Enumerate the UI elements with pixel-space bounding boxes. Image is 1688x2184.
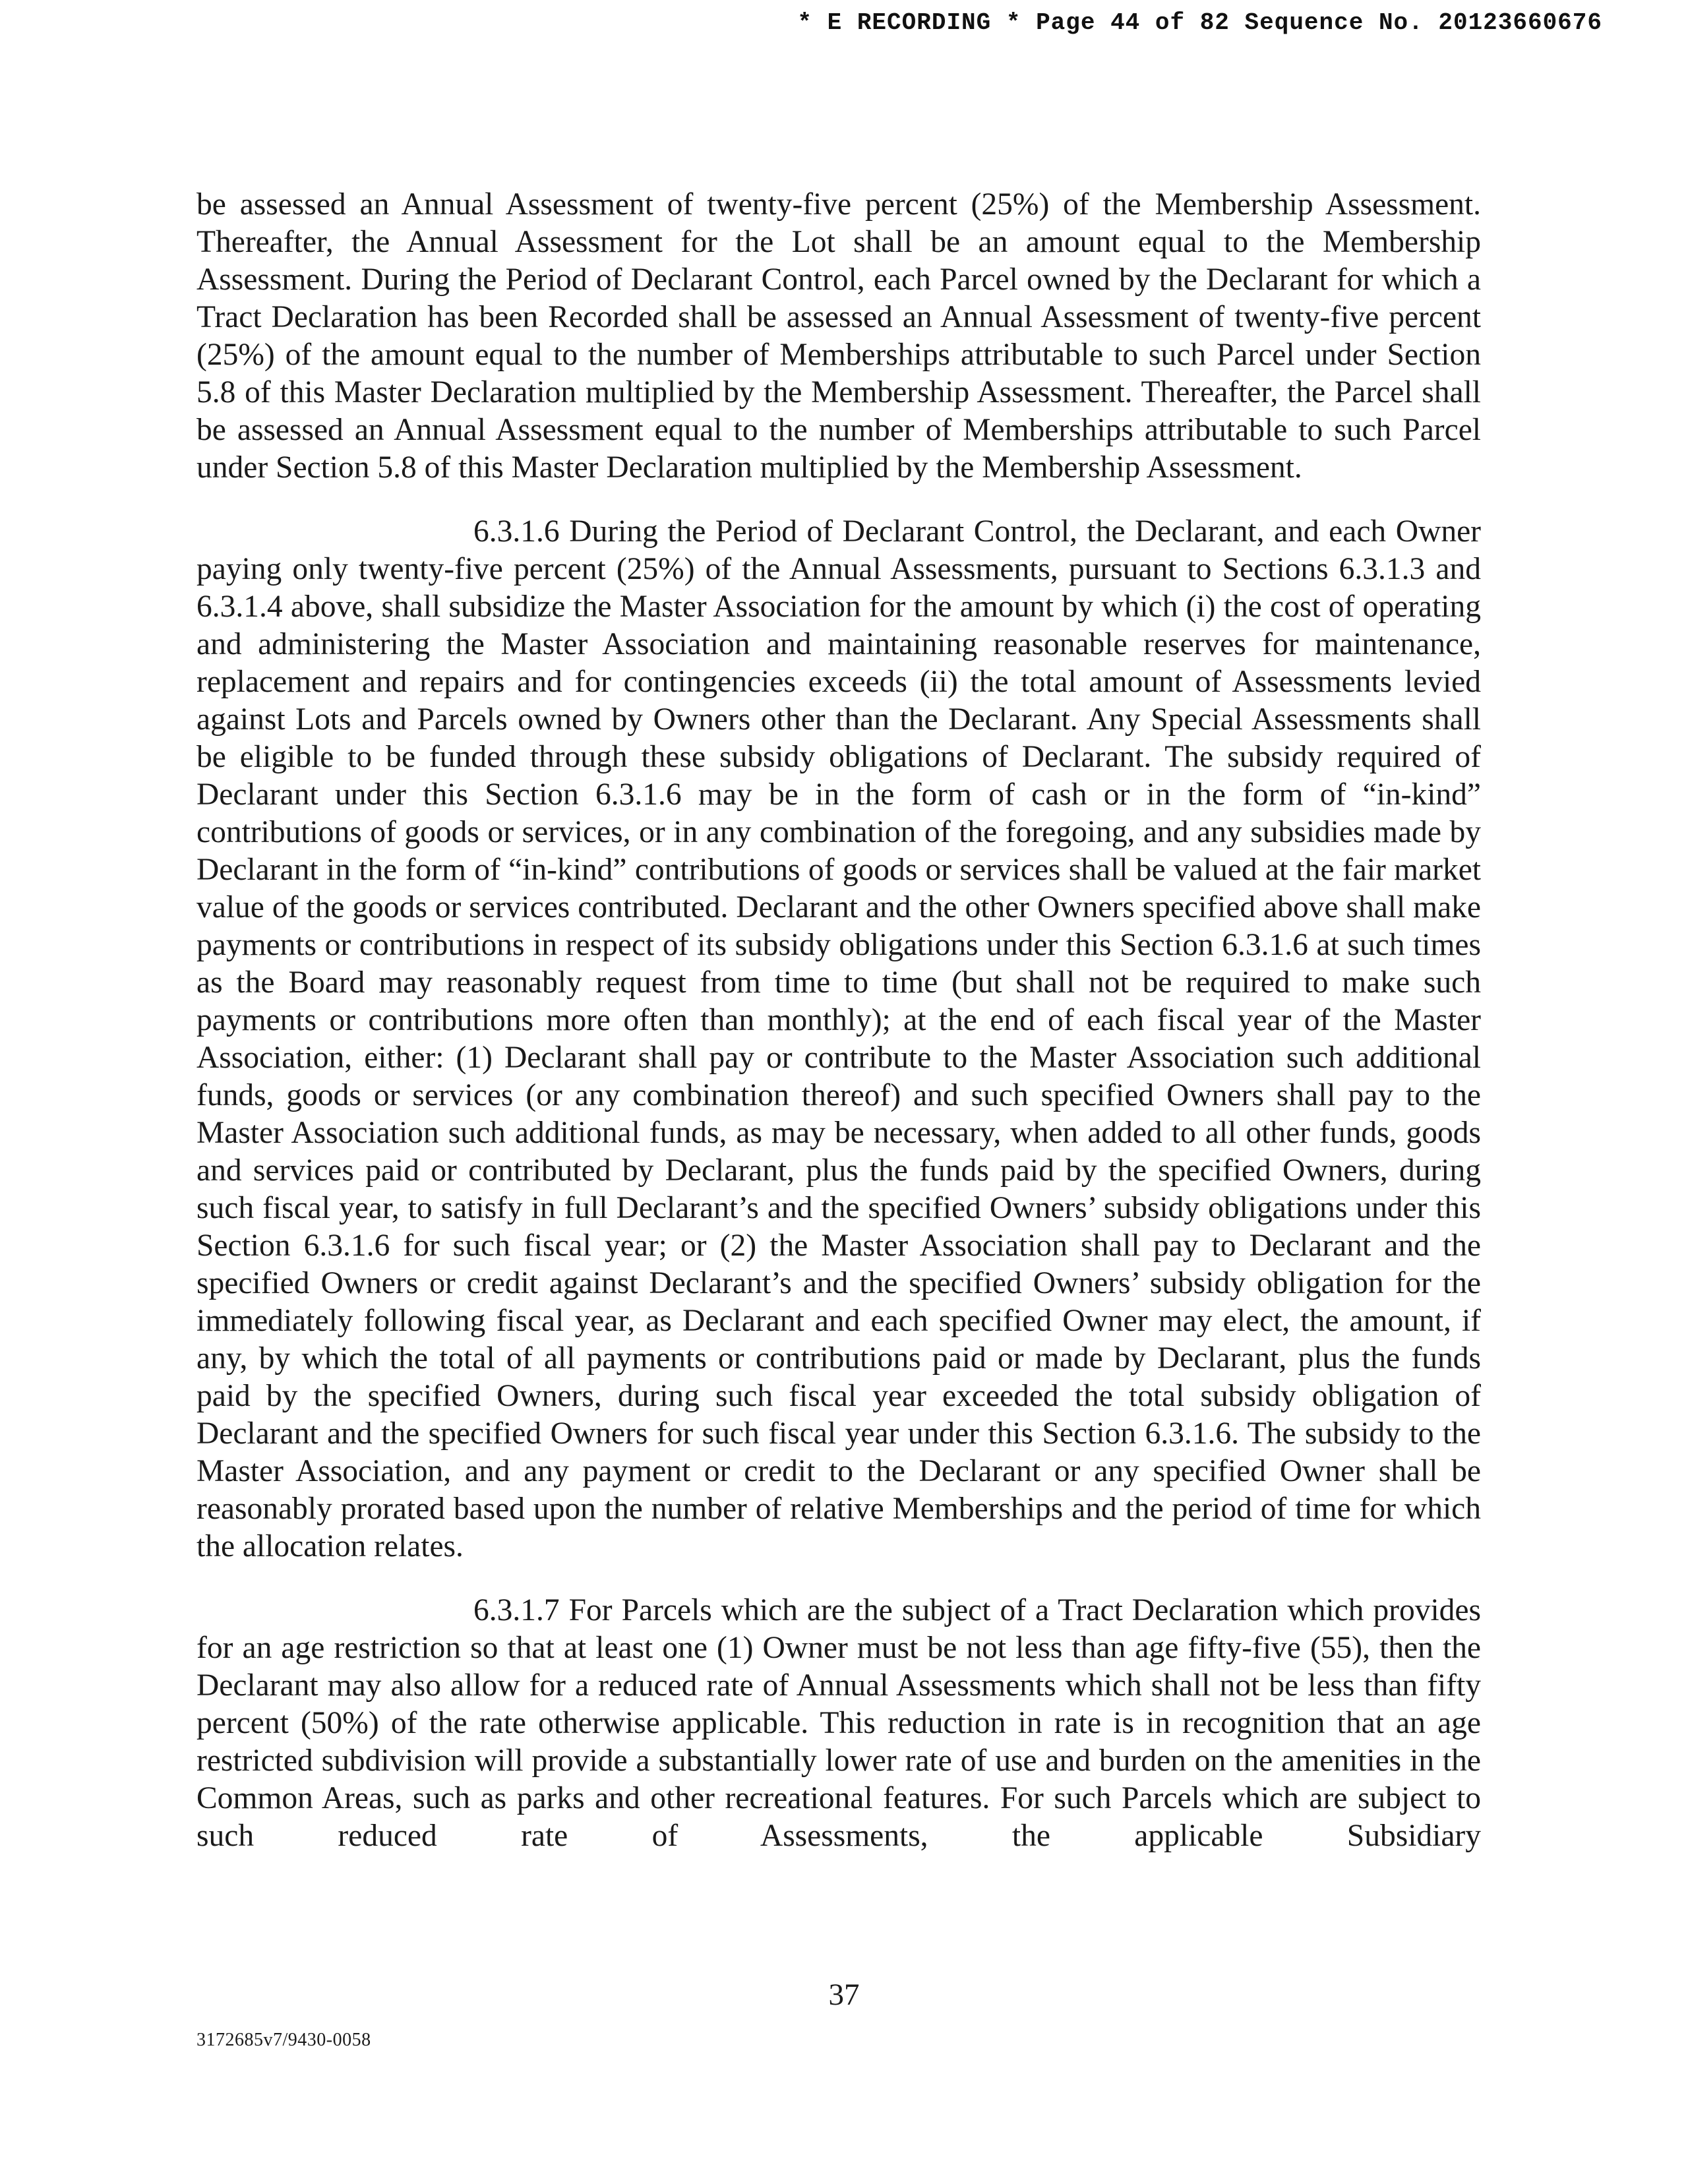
page-number: 37 (828, 1978, 860, 2012)
paragraph-section-6-3-1-7: 6.3.1.7 For Parcels which are the subject of a Tract Declaration which provides for an age restriction so that at least one (1) Owner must be not less than age fifty-five (55), then the Declarant may also allow for a reduced rate of Annual Assessments which shall not be less than fifty percent (50%) of the rate otherwise applicable. This reduction in rate is in recognition that an age restricted subdivision will provide a substantially lower rate of use and burden on the amenities in the Common Areas, such as parks and other recreational features. For such Parcels which are subject to such reduced rate of Assessments, the applicable Subsidiary (196, 1593, 1481, 1853)
paragraph-section-6-3-1-6: 6.3.1.6 During the Period of Declarant Control, the Declarant, and each Owner paying only twenty-five percent (25%) of the Annual Assessments, pursuant to Sections 6.3.1.3 and 6.3.1.4 above, shall subsidize the Master Association for the amount by which (i) the cost of operating and administering the Master Association and maintaining reasonable reserves for maintenance, replacement and repairs and for contingencies exceeds (ii) the total amount of Assessments levied against Lots and Parcels owned by Owners other than the Declarant. Any Special Assessments shall be eligible to be funded through these subsidy obligations of Declarant. The subsidy required of Declarant under this Section 6.3.1.6 may be in the form of cash or in the form of “in-kind” contributions of goods or services, or in any combination of the foregoing, and any subsidies made by Declarant in the form of “in-kind” contributions of goods or services shall be valued at the fair market value of the goods or services contributed. Declarant and the other Owners specified above shall make payments or contributions in respect of its subsidy obligations under this Section 6.3.1.6 at such times as the Board may reasonably request from time to time (but shall not be required to make such payments or contributions more often than monthly); at the end of each fiscal year of the Master Association, either: (1) Declarant shall pay or contribute to the Master Association such additional funds, goods or services (or any combination thereof) and such specified Owners shall pay to the Master Association such additional funds, as may be necessary, when added to all other funds, goods and services paid or contributed by Declarant, plus the funds paid by the specified Owners, during such fiscal year, to satisfy in full Declarant’s and the specified Owners’ subsidy obligations under this Section 6.3.1.6 for such fiscal year; or (2) the Master Association shall pay to Declarant and the specified Owners or credit against Declarant’s and the specified Owners’ subsidy obligation for the immediately following fiscal year, as Declarant and each specified Owner may elect, the amount, if any, by which the total of all payments or contributions paid or made by Declarant, plus the funds paid by the specified Owners, during such fiscal year exceeded the total subsidy obligation of Declarant and the specified Owners for such fiscal year under this Section 6.3.1.6. The subsidy to the Master Association, and any payment or credit to the Declarant or any specified Owner shall be reasonably prorated based upon the number of relative Memberships and the period of time for which the allocation relates. (196, 514, 1481, 1563)
document-body (196, 186, 1481, 1855)
paragraph-continuation: be assessed an Annual Assessment of twenty-five percent (25%) of the Membership Assessment. Thereafter, the Annual Assessment for the Lot shall be an amount equal to the Membership Assessment. During the Period of Declarant Control, each Parcel owned by the Declarant for which a Tract Declaration has been Recorded shall be assessed an Annual Assessment of twenty-five percent (25%) of the amount equal to the number of Memberships attributable to such Parcel under Section 5.8 of this Master Declaration multiplied by the Membership Assessment. Thereafter, the Parcel shall be assessed an Annual Assessment equal to the number of Memberships attributable to such Parcel under Section 5.8 of this Master Declaration multiplied by the Membership Assessment. (196, 187, 1481, 485)
document-id: 3172685v7/9430-0058 (196, 2030, 371, 2050)
recording-header: * E RECORDING * Page 44 of 82 Sequence No. 20123660676 (797, 9, 1602, 36)
